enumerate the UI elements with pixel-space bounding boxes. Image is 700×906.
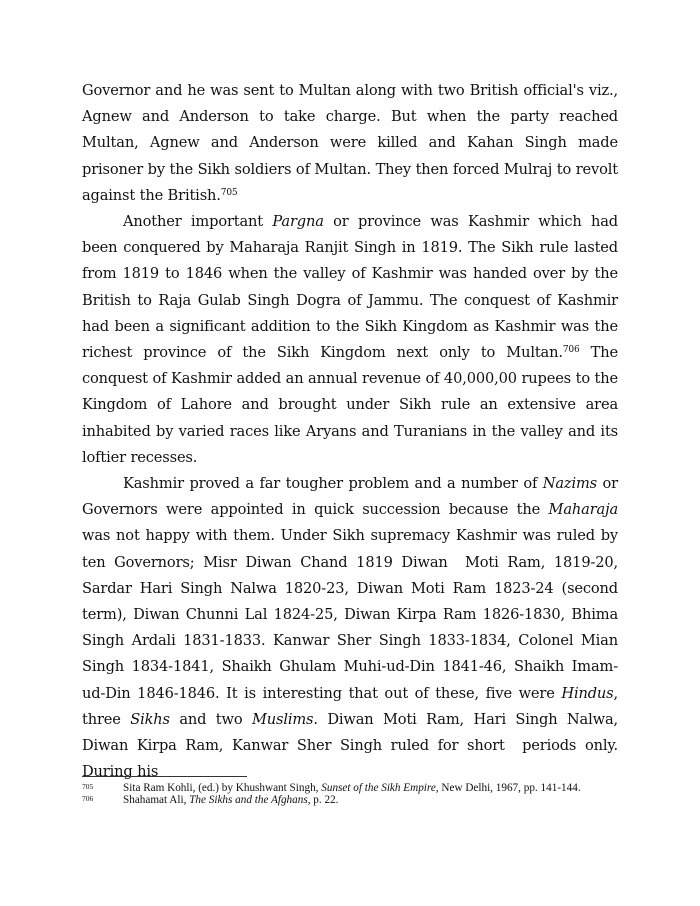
footnote-reference-705[interactable]: 705: [220, 187, 238, 198]
footnote-reference-706[interactable]: 706: [562, 345, 580, 356]
footnotes: [82, 783, 618, 806]
italic-term: Nazims: [542, 475, 598, 493]
italic-term: Sunset of the Sikh Empire,: [321, 782, 439, 794]
footnote-705: 705 Sita Ram Kohli, (ed.) by Khushwant Singh, Sunset of the Sikh Empire, New Delhi, 1967, pp. 141-144.: [82, 782, 581, 794]
document-page: [82, 78, 618, 785]
footnote-number: 705: [82, 782, 94, 791]
footnote-706: 706 Shahamat Ali, The Sikhs and the Afghans, p. 22.: [82, 793, 339, 806]
footnote-separator: [82, 776, 247, 777]
italic-term: Maharaja: [548, 501, 618, 519]
paragraph-3: Kashmir proved a far tougher problem and a number of Nazims or Governors were appointed in quick succession because the Maharaja was not happy with them. Under Sikh supremacy Kashmir was ruled by ten Governors; Misr Diwan Chand 1819 Diwan Moti Ram, 1819-20, Sardar Hari Singh Nalwa 1820-23, Diwan Moti Ram 1823-24 (second term), Diwan Chunni Lal 1824-25, Diwan Kirpa Ram 1826-1830, Bhima Singh Ardali 1831-1833. Kanwar Sher Singh 1833-1834, Colonel Mian Singh 1834-1841, Shaikh Ghulam Muhi-ud-Din 1841-46, Shaikh Imam-ud-Din 1846-1846. It is interesting that out of these, five were Hindus, three Sikhs and two Muslims. Diwan Moti Ram, Hari Singh Nalwa, Diwan Kirpa Ram, Kanwar Sher Singh ruled for short periods only. During his: [82, 475, 618, 781]
paragraph-1: Governor and he was sent to Multan along with two British official's viz., Agnew and Anderson to take charge. But when the party reached Multan, Agnew and Anderson were killed and Kahan Singh made prisoner by the Sikh soldiers of Multan. They then forced Mulraj to revolt against the British.$^{705}$: [82, 82, 618, 204]
footnote-number: 706: [82, 793, 94, 803]
italic-term: Sikhs: [130, 710, 170, 728]
italic-term: Pargna: [272, 213, 324, 231]
paragraph-2: Another important Pargna or province was Kashmir which had been conquered by Maharaja Ranjit Singh in 1819. The Sikh rule lasted from 1819 to 1846 when the valley of Kashmir was handed over by the British to Raja Gulab Singh Dogra of Jammu. The conquest of Kashmir had been a significant addition to the Sikh Kingdom as Kashmir was the richest province of the Sikh Kingdom next only to Multan.$^{706}$ The conquest of Kashmir added an annual revenue of 40,000,00 rupees to the Kingdom of Lahore and brought under Sikh rule an extensive area inhabited by varied races like Aryans and Turanians in the valley and its loftier recesses.: [82, 213, 619, 466]
italic-term: The Sikhs and the Afghans,: [189, 793, 311, 806]
italic-term: Hindus: [561, 684, 614, 702]
document-body: [82, 78, 618, 785]
italic-term: Muslims: [251, 710, 314, 728]
